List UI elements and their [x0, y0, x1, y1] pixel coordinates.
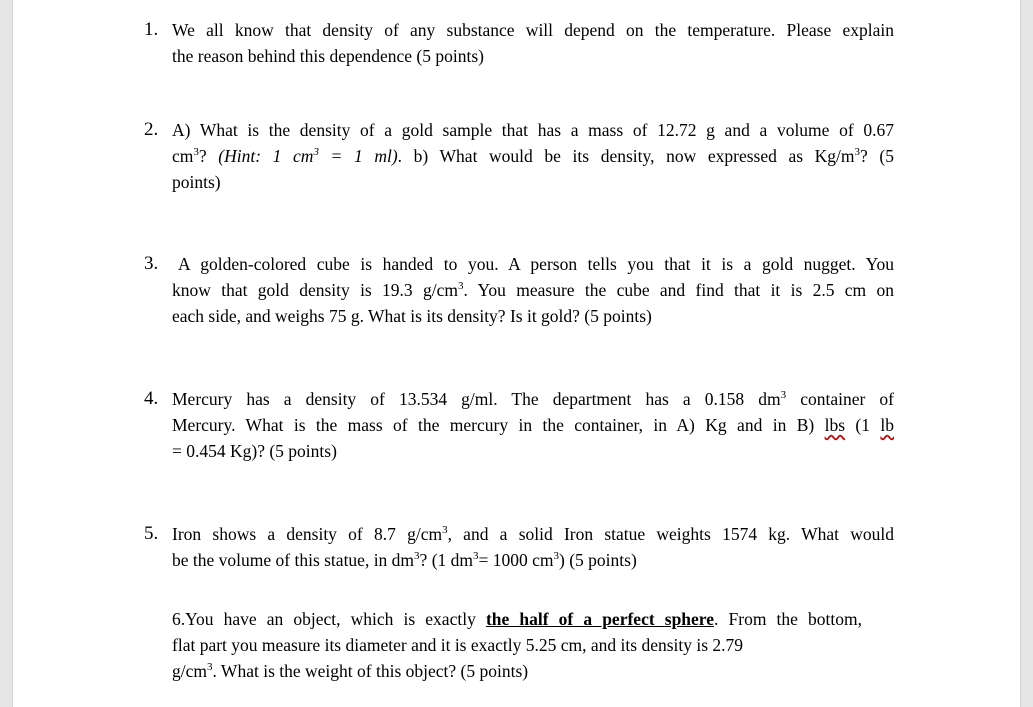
question-4-line-2: Mercury. What is the mass of the mercury in the container, in A) Kg and in B) lbs (1 lb [172, 415, 895, 435]
question-4 [144, 386, 895, 464]
question-1-line-1: We all know that density of any substance will depend on the temperature. Please explain [172, 20, 894, 40]
question-5-line-1: Iron shows a density of 8.7 $g/cm^3$, and a solid Iron statue weights 1574 kg. What would [172, 524, 894, 544]
question-3-line-1: A golden-colored cube is handed to you. A person tells you that it is a gold nugget. You [178, 254, 894, 274]
spellcheck-lb[interactable]: lb [880, 415, 895, 435]
question-6-line-1: 6.You have an object, which is exactly the half of a perfect sphere. From the bottom, [172, 609, 862, 629]
emphasis-half-sphere: the half of a perfect sphere [485, 609, 715, 629]
question-1-number: 1. [144, 19, 159, 40]
question-6-line-3: $g/cm^3$. What is the weight of this object? (5 points) [172, 661, 529, 681]
question-2 [144, 117, 894, 195]
question-4-number: 4. [144, 388, 159, 409]
document-page [12, 0, 1021, 707]
question-5-number: 5. [144, 523, 159, 544]
question-1 [144, 17, 894, 69]
question-6-line-2: flat part you measure its diameter and it is exactly 5.25 cm, and its density is 2.79 [172, 635, 744, 655]
question-2-line-3: points) [172, 172, 221, 192]
hint-text: (Hint: 1 $cm^3 = 1$ ml) [218, 146, 398, 166]
question-2-line-2: $cm^3$? (Hint: 1 $cm^3 = 1$ ml). b) What would be its density, now expressed as $Kg/m^3$? (5 [172, 146, 894, 166]
question-4-line-1: Mercury has a density of 13.534 g/ml. The department has a 0.158 $dm^3$ container of [172, 389, 894, 409]
question-3-line-3: each side, and weighs 75 g. What is its density? Is it gold? (5 points) [172, 306, 652, 326]
question-5 [144, 521, 894, 573]
question-4-line-3: = 0.454 Kg)? (5 points) [172, 441, 337, 461]
question-3-line-2: know that gold density is 19.3 $g/cm^3$. You measure the cube and find that it is 2.5 cm on [172, 280, 894, 300]
question-6 [172, 606, 862, 684]
question-3 [144, 251, 894, 329]
question-5-line-2: be the volume of this statue, in $dm^3$? (1 $dm^3= 1000$ $cm^3$) (5 points) [172, 550, 637, 570]
question-2-number: 2. [144, 119, 159, 140]
question-3-number: 3. [144, 253, 159, 274]
spellcheck-lbs[interactable]: lbs [824, 415, 846, 435]
question-2-line-1: A) What is the density of a gold sample that has a mass of 12.72 g and a volume of 0.67 [172, 120, 894, 140]
question-1-line-2: the reason behind this dependence (5 points) [172, 46, 484, 66]
